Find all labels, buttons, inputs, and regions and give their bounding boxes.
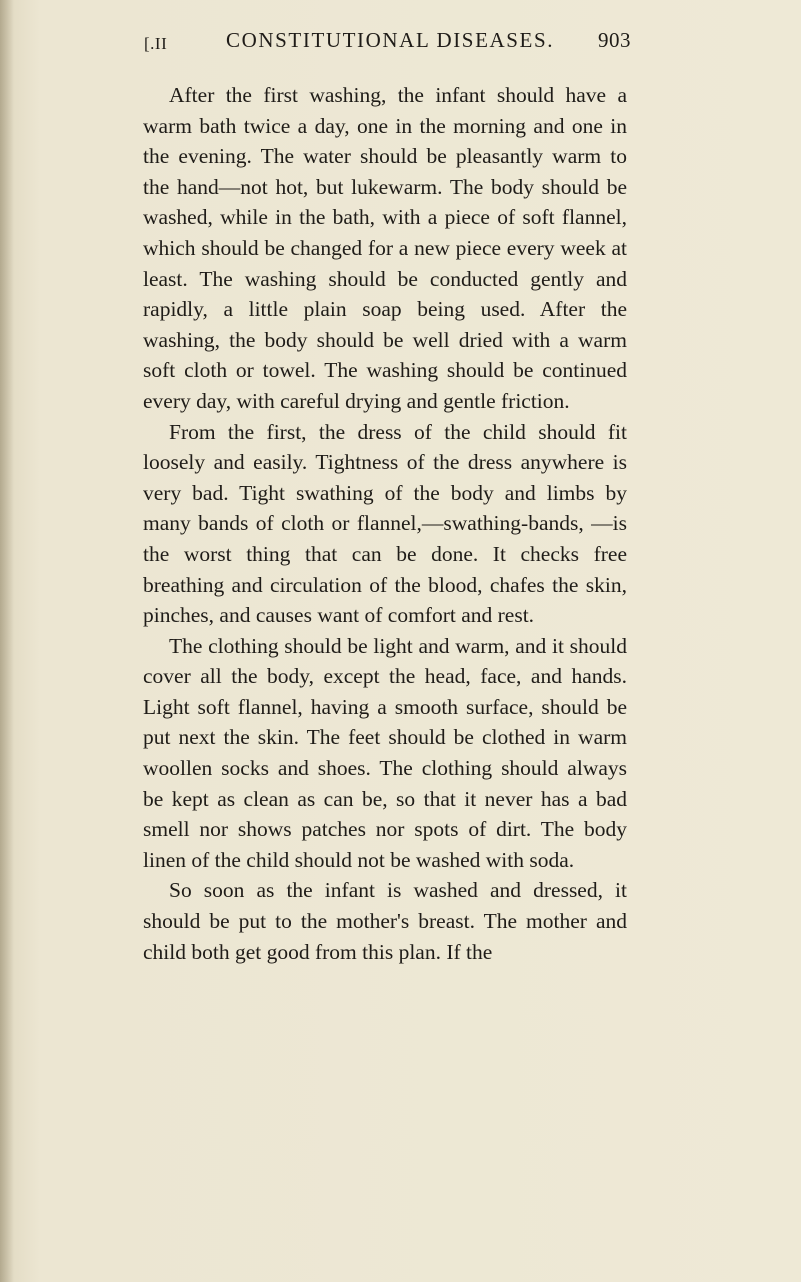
page-gutter-shadow bbox=[0, 0, 14, 1282]
paragraph-feeding: So soon as the infant is washed and dressed, it should be put to the mother's breast. The mother and child both get good from this plan. If the bbox=[143, 878, 627, 964]
paragraph-clothing: The clothing should be light and warm, and it should cover all the body, except the head, face, and hands. Light soft flannel, having a smooth surface, should be put next the skin. The feet should be clothed in warm woollen socks and shoes. The clothing should always be kept as clean as can be, so that it never has a bad smell nor shows patches nor spots of dirt. The body linen of the child should not be washed with soda. bbox=[143, 633, 627, 872]
paragraph-bathing: After the first washing, the infant should have a warm bath twice a day, one in the morning and one in the evening. The water should be pleasantly warm to the hand—not hot, but lukewarm. The body should be washed, while in the bath, with a piece of soft flannel, which should be changed for a new piece every week at least. The washing should be conducted gently and rapidly, a little plain soap being used. After the washing, the body should be well dried with a warm soft cloth or towel. The washing should be continued every day, with careful drying and gentle friction. bbox=[143, 83, 627, 413]
paragraph-dress: From the first, the dress of the child should fit loosely and easily. Tightness of the dress anywhere is very bad. Tight swathing of the body and limbs by many bands of cloth or flannel,—swathing-bands, —is the worst thing that can be done. It checks free breathing and circulation of the blood, chafes the skin, pinches, and causes want of comfort and rest. bbox=[143, 419, 627, 628]
section-mark: [.II bbox=[144, 34, 168, 53]
running-head bbox=[0, 28, 801, 68]
running-title: CONSTITUTIONAL DISEASES. bbox=[226, 28, 555, 52]
page-number: 903 bbox=[598, 28, 631, 52]
body-text bbox=[143, 80, 627, 967]
